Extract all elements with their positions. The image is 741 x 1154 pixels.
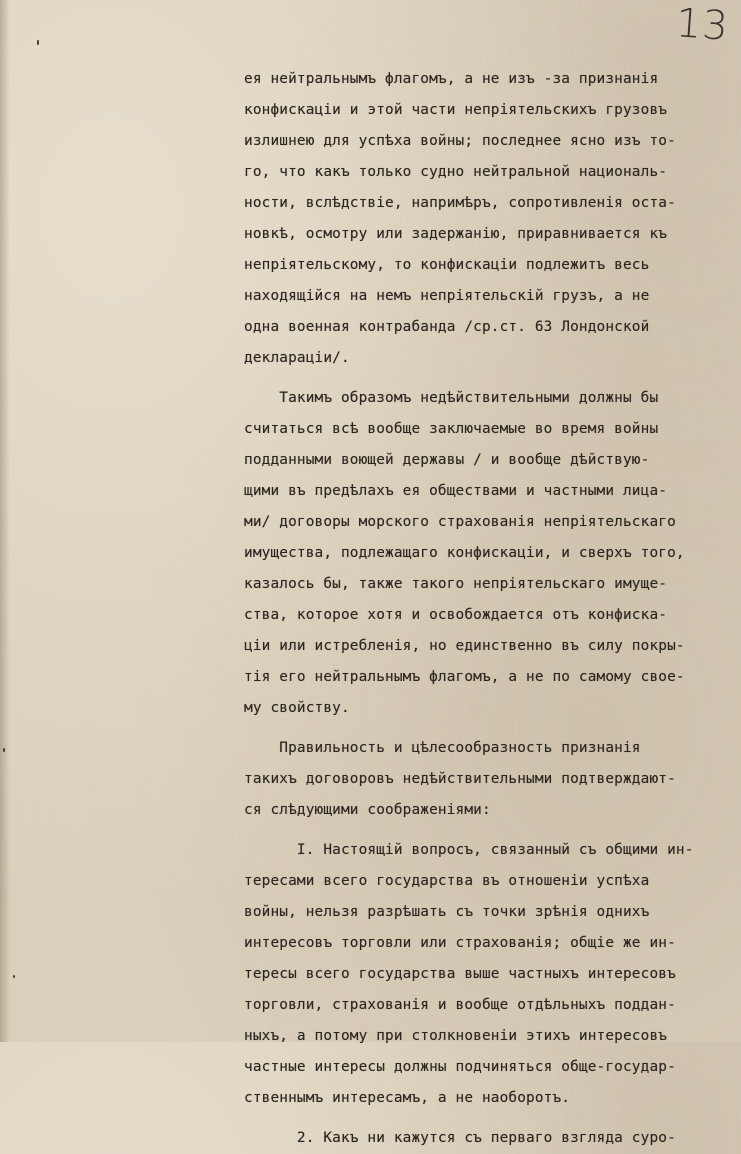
paragraph-gap (244, 1114, 714, 1123)
ink-mark (3, 748, 5, 752)
text-line: ныхъ, а потому при столкновеніи этихъ интересовъ (244, 1028, 668, 1044)
text-line: интересовъ торговли или страхованія; общіе же ин- (244, 935, 676, 951)
text-line: ственнымъ интересамъ, а не наоборотъ. (244, 1090, 571, 1106)
text-line: казалось бы, также такого непріятельскаго имуще- (244, 576, 668, 592)
paragraph (244, 835, 714, 1114)
text-line: му свойству. (244, 700, 350, 716)
text-line: ся слѣдующими соображеніями: (244, 802, 491, 818)
text-line: конфискаціи и этой части непріятельскихъ грузовъ (244, 102, 668, 118)
ink-mark (13, 975, 15, 978)
page-number: 13 (674, 0, 731, 50)
text-line: 2. Какъ ни кажутся съ перваго взгляда суро- (244, 1130, 676, 1146)
text-line: ціи или истребленія, но единственно въ силу покры- (244, 638, 685, 654)
text-line: ми/ договоры морского страхованія непріятельскаго (244, 514, 676, 530)
text-line: такихъ договоровъ недѣйствительными подтверждают- (244, 771, 676, 787)
paragraph (244, 383, 714, 724)
paragraph (244, 733, 714, 826)
paragraph (244, 64, 714, 374)
text-line: I. Настоящій вопросъ, связанный съ общими ин- (244, 842, 694, 858)
text-line: ства, которое хотя и освобождается отъ конфиска- (244, 607, 668, 623)
paragraph-gap (244, 724, 714, 733)
text-line: ности, вслѣдствіе, напримѣръ, сопротивленія оста- (244, 195, 676, 211)
text-line: щими въ предѣлахъ ея обществами и частными лица- (244, 483, 668, 499)
text-line: го, что какъ только судно нейтральной националь- (244, 164, 668, 180)
ink-mark (37, 40, 39, 45)
text-line: тересы всего государства выше частныхъ интересовъ (244, 966, 676, 982)
text-line: непріятельскому, то конфискаціи подлежитъ весь (244, 257, 650, 273)
text-line: подданными воющей державы / и вообще дѣйствую- (244, 452, 650, 468)
text-line: новкѣ, осмотру или задержанію, приравнивается къ (244, 226, 668, 242)
text-line: ея нейтральнымъ флагомъ, а не изъ -за признанія (244, 71, 659, 87)
text-line: излишнею для успѣха войны; последнее ясно изъ то- (244, 133, 676, 149)
text-line: войны, нельзя разрѣшать съ точки зрѣнія однихъ (244, 904, 650, 920)
text-line: находящійся на немъ непріятельскій грузъ, а не (244, 288, 650, 304)
text-line: торговли, страхованія и вообще отдѣльныхъ поддан- (244, 997, 676, 1013)
text-line: деклараціи/. (244, 350, 350, 366)
text-line: имущества, подлежащаго конфискаціи, и сверхъ того, (244, 545, 685, 561)
paragraph-gap (244, 826, 714, 835)
text-line: частные интересы должны подчиняться обще-государ- (244, 1059, 676, 1075)
typed-text-body (244, 64, 714, 1154)
text-line: одна военная контрабанда /ср.ст. 63 Лондонской (244, 319, 650, 335)
text-line: Такимъ образомъ недѣйствительными должны бы (244, 390, 659, 406)
text-line: считаться всѣ вообще заключаемые во время войны (244, 421, 659, 437)
paragraph-gap (244, 374, 714, 383)
paragraph (244, 1123, 714, 1154)
text-line: Правильность и цѣлесообразность признанія (244, 740, 641, 756)
page-edge-shadow (0, 0, 10, 1042)
text-line: тересами всего государства въ отношеніи успѣха (244, 873, 650, 889)
text-line: тія его нейтральнымъ флагомъ, а не по самому свое- (244, 669, 685, 685)
